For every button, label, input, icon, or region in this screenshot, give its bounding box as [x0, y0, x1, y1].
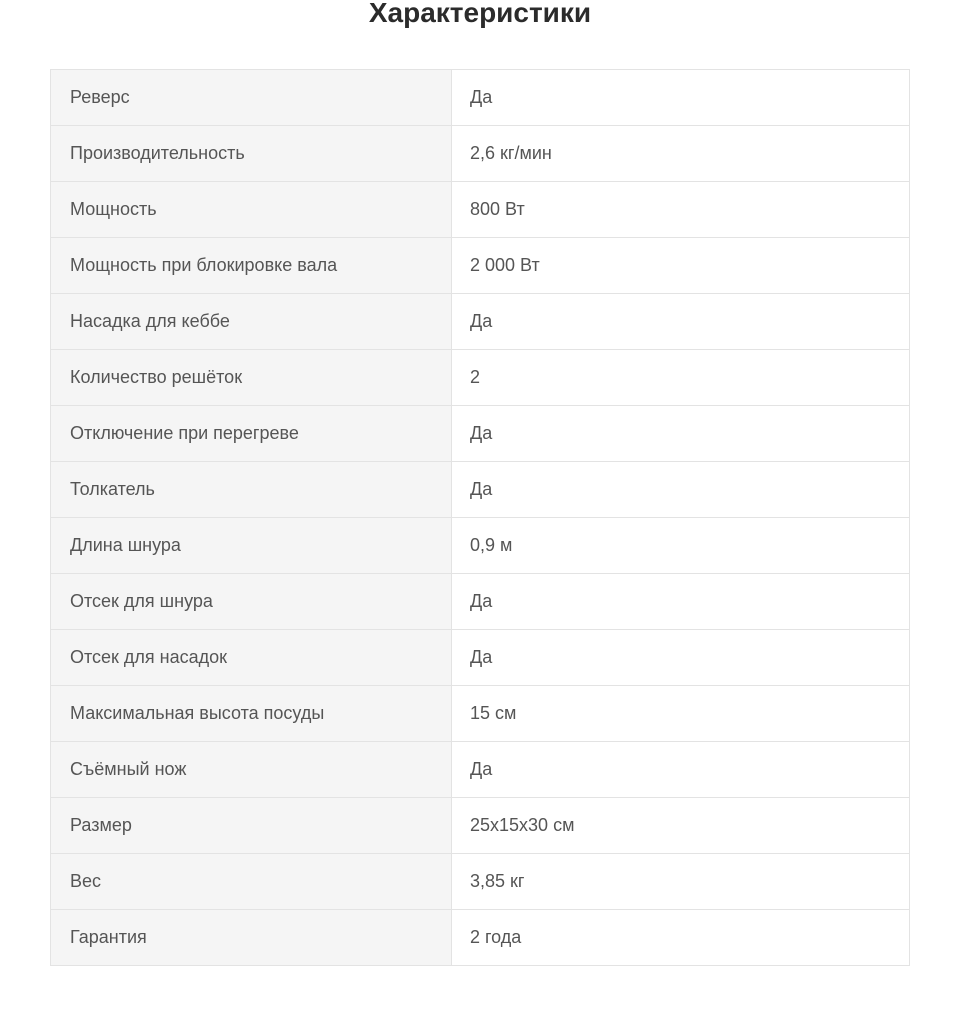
spec-value: 25x15x30 см	[452, 798, 910, 854]
spec-value: Да	[452, 630, 910, 686]
spec-row	[51, 910, 910, 966]
section-title: Характеристики	[368, 0, 592, 28]
spec-name: Реверс	[51, 70, 452, 126]
spec-value: Да	[452, 742, 910, 798]
spec-row	[51, 854, 910, 910]
spec-value: 3,85 кг	[452, 854, 910, 910]
spec-row	[51, 686, 910, 742]
spec-name: Гарантия	[51, 910, 452, 966]
spec-name: Длина шнура	[51, 518, 452, 574]
spec-name: Количество решёток	[51, 350, 452, 406]
spec-name: Производительность	[51, 126, 452, 182]
spec-value: Да	[452, 70, 910, 126]
spec-row	[51, 630, 910, 686]
spec-row	[51, 126, 910, 182]
spec-value: 2	[452, 350, 910, 406]
spec-row	[51, 70, 910, 126]
spec-row	[51, 182, 910, 238]
spec-name: Мощность при блокировке вала	[51, 238, 452, 294]
spec-name: Мощность	[51, 182, 452, 238]
spec-value: 2,6 кг/мин	[452, 126, 910, 182]
spec-value: Да	[452, 462, 910, 518]
spec-name: Насадка для кеббе	[51, 294, 452, 350]
spec-row	[51, 238, 910, 294]
spec-name: Отключение при перегреве	[51, 406, 452, 462]
spec-name: Толкатель	[51, 462, 452, 518]
spec-name: Съёмный нож	[51, 742, 452, 798]
spec-value: Да	[452, 574, 910, 630]
spec-value: Да	[452, 406, 910, 462]
spec-row	[51, 294, 910, 350]
spec-name: Максимальная высота посуды	[51, 686, 452, 742]
spec-name: Отсек для шнура	[51, 574, 452, 630]
specifications-table	[50, 69, 910, 966]
spec-row	[51, 406, 910, 462]
spec-name: Отсек для насадок	[51, 630, 452, 686]
spec-value: 800 Вт	[452, 182, 910, 238]
spec-value: 15 см	[452, 686, 910, 742]
spec-row	[51, 798, 910, 854]
spec-value: 0,9 м	[452, 518, 910, 574]
spec-row	[51, 350, 910, 406]
spec-row	[51, 518, 910, 574]
spec-value: 2 000 Вт	[452, 238, 910, 294]
spec-name: Вес	[51, 854, 452, 910]
spec-row	[51, 462, 910, 518]
spec-name: Размер	[51, 798, 452, 854]
spec-row	[51, 742, 910, 798]
spec-value: 2 года	[452, 910, 910, 966]
spec-row	[51, 574, 910, 630]
spec-value: Да	[452, 294, 910, 350]
